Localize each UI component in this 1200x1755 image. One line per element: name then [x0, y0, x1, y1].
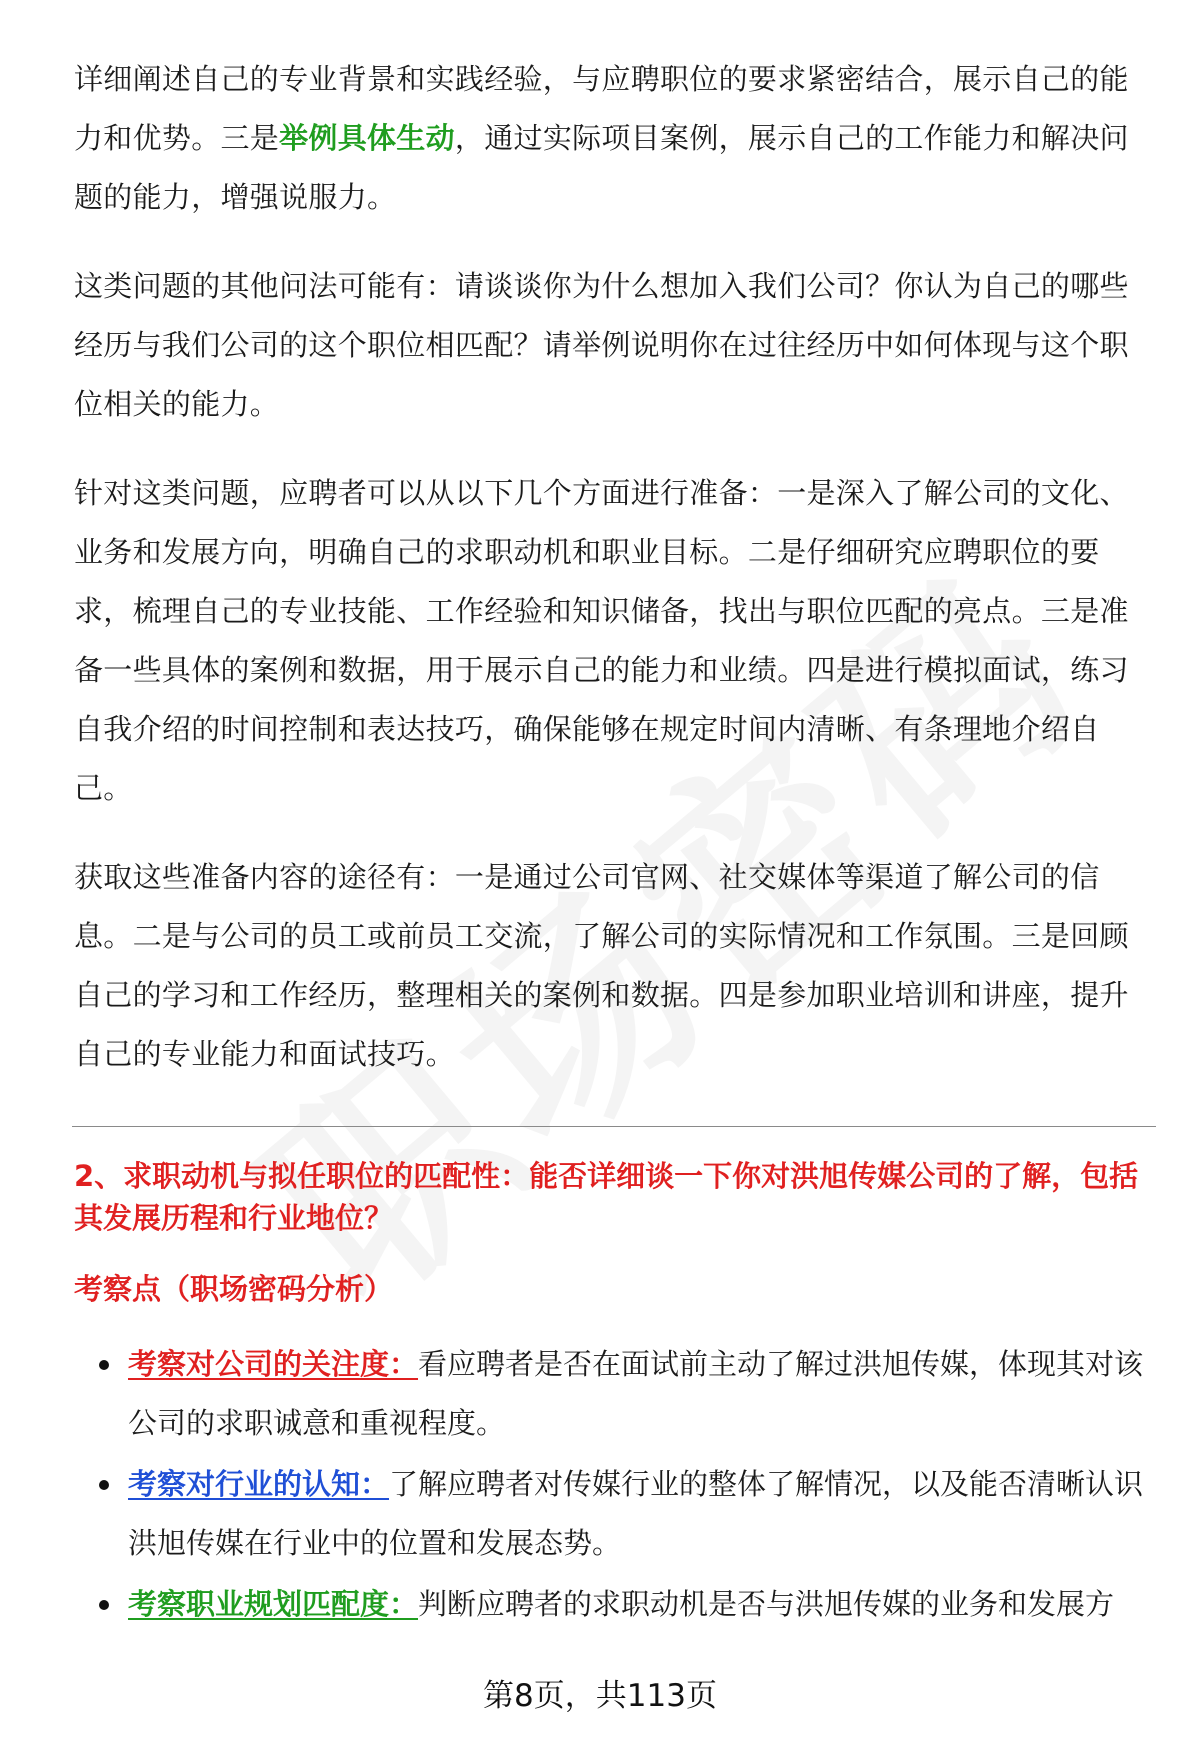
points-list [74, 1335, 1154, 1634]
point-label-company-attention: 考察对公司的关注度： [128, 1347, 419, 1381]
point-label-industry-awareness: 考察对行业的认知： [128, 1467, 390, 1501]
question-heading: 2、求职动机与拟任职位的匹配性：能否详细谈一下你对洪旭传媒公司的了解，包括其发展历程和行业地位？ [74, 1159, 1139, 1235]
point-label-career-fit: 考察职业规划匹配度： [128, 1587, 419, 1621]
point-text: 判断应聘者的求职动机是否与洪旭传媒的业务和发展方 [418, 1587, 1115, 1621]
paragraph-2: 这类问题的其他问法可能有：请谈谈你为什么想加入我们公司？你认为自己的哪些经历与我们公司的这个职位相匹配？请举例说明你在过往经历中如何体现与这个职位相关的能力。 [74, 269, 1129, 421]
section-title: 考察点（职场密码分析） [74, 1272, 394, 1306]
point-text: 了解应聘者对传媒行业的整体了解情况，以及能否清晰认识洪旭传媒在行业中的位置和发展态势。 [128, 1467, 1144, 1560]
list-item [74, 1455, 1154, 1573]
paragraph-1-text-a: 详细阐述自己的专业背景和实践经验，与应聘职位的要求紧密结合，展示自己的能力和优势。三是 [74, 62, 1129, 155]
bullet-icon [99, 1480, 109, 1490]
section-divider [72, 1126, 1156, 1127]
list-item [74, 1575, 1154, 1634]
bullet-icon [99, 1360, 109, 1370]
paragraph-4: 获取这些准备内容的途径有：一是通过公司官网、社交媒体等渠道了解公司的信息。二是与公司的员工或前员工交流，了解公司的实际情况和工作氛围。三是回顾自己的学习和工作经历，整理相关的案例和数据。四是参加职业培训和讲座，提升自己的专业能力和面试技巧。 [74, 860, 1129, 1071]
document-body [74, 50, 1154, 1636]
bullet-icon [99, 1600, 109, 1610]
paragraph-1-text-b: ，通过实际项目案例，展示自己的工作能力和解决问题的能力，增强说服力。 [74, 121, 1129, 214]
list-item [74, 1335, 1154, 1453]
point-text: 看应聘者是否在面试前主动了解过洪旭传媒，体现其对该公司的求职诚意和重视程度。 [128, 1347, 1144, 1440]
page-number: 第8页，共113页 [483, 1678, 717, 1714]
paragraph-1 [74, 50, 1154, 227]
paragraph-3: 针对这类问题，应聘者可以从以下几个方面进行准备：一是深入了解公司的文化、业务和发展方向，明确自己的求职动机和职业目标。二是仔细研究应聘职位的要求，梳理自己的专业技能、工作经验和知识储备，找出与职位匹配的亮点。三是准备一些具体的案例和数据，用于展示自己的能力和业绩。四是进行模拟面试，练习自我介绍的时间控制和表达技巧，确保能够在规定时间内清晰、有条理地介绍自己。 [74, 476, 1129, 805]
highlight-vivid-examples: 举例具体生动 [279, 121, 455, 155]
